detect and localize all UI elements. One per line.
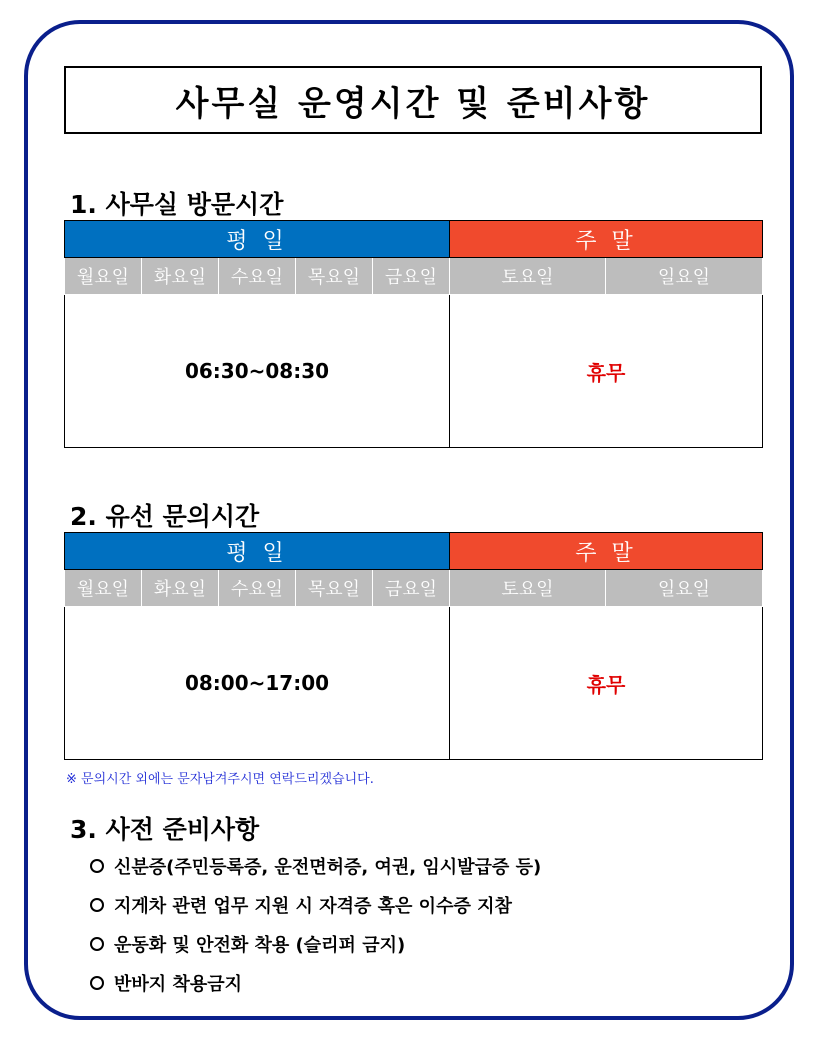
weekend-header: 주 말 [450, 221, 763, 258]
weekday-hours: 06:30~08:30 [65, 295, 450, 448]
day-thu: 목요일 [296, 258, 373, 295]
document-title-text: 사무실 운영시간 및 준비사항 [175, 83, 651, 124]
day-fri: 금요일 [373, 570, 450, 607]
day-mon: 월요일 [65, 258, 142, 295]
section1-title: 1. 사무실 방문시간 [70, 190, 284, 219]
prep-item [90, 931, 405, 957]
circle-bullet-icon [90, 898, 104, 912]
section2-title: 2. 유선 문의시간 [70, 502, 260, 531]
day-wed: 수요일 [219, 258, 296, 295]
prep-item [90, 853, 541, 879]
visit-hours-table [64, 220, 763, 448]
weekday-hours: 08:00~17:00 [65, 607, 450, 760]
day-sun: 일요일 [606, 570, 763, 607]
day-sat: 토요일 [450, 570, 606, 607]
day-sat: 토요일 [450, 258, 606, 295]
weekday-header: 평 일 [65, 533, 450, 570]
phone-hours-table [64, 532, 763, 760]
day-tue: 화요일 [142, 570, 219, 607]
day-wed: 수요일 [219, 570, 296, 607]
prep-item [90, 970, 242, 996]
circle-bullet-icon [90, 859, 104, 873]
prep-item-text: 운동화 및 안전화 착용 (슬리퍼 금지) [114, 935, 406, 956]
circle-bullet-icon [90, 937, 104, 951]
weekend-status: 휴무 [450, 295, 763, 448]
weekend-header: 주 말 [450, 533, 763, 570]
document-title [64, 66, 762, 134]
day-thu: 목요일 [296, 570, 373, 607]
day-tue: 화요일 [142, 258, 219, 295]
day-sun: 일요일 [606, 258, 763, 295]
inquiry-note: ※ 문의시간 외에는 문자남겨주시면 연락드리겠습니다. [66, 772, 374, 787]
circle-bullet-icon [90, 976, 104, 990]
weekend-status: 휴무 [450, 607, 763, 760]
prep-item [90, 892, 512, 918]
day-mon: 월요일 [65, 570, 142, 607]
prep-item-text: 지게차 관련 업무 지원 시 자격증 혹은 이수증 지참 [114, 896, 512, 917]
day-fri: 금요일 [373, 258, 450, 295]
prep-item-text: 신분증(주민등록증, 운전면허증, 여권, 임시발급증 등) [114, 857, 542, 878]
weekday-header: 평 일 [65, 221, 450, 258]
section3-title: 3. 사전 준비사항 [70, 815, 260, 844]
prep-item-text: 반바지 착용금지 [114, 974, 242, 995]
